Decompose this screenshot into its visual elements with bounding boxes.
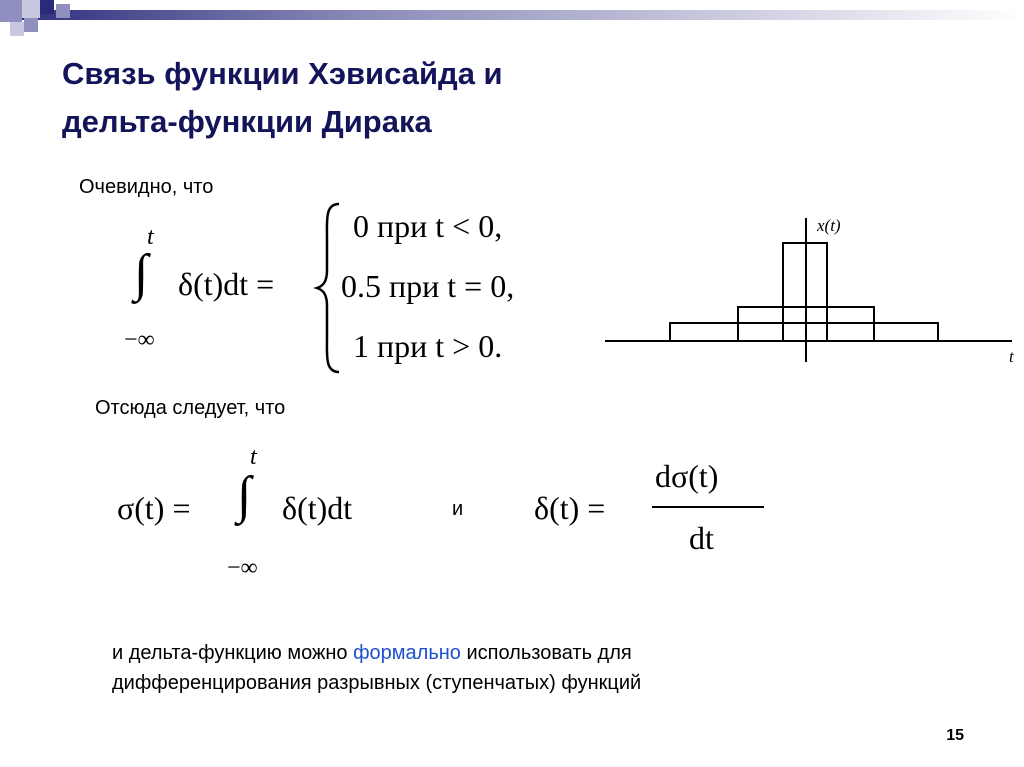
graph-pulse-wide (670, 323, 938, 341)
f2-integrand: δ(t)dt (282, 490, 353, 526)
top-decoration-bar (0, 0, 1024, 40)
intro-text: Очевидно, что (79, 176, 214, 198)
graph-x-label: t (1009, 347, 1014, 366)
slide-title (62, 50, 503, 146)
conclusion-line1 (112, 638, 641, 668)
f1-case2: 0.5 при t = 0, (341, 268, 515, 304)
f1-integrand: δ(t)dt = (178, 266, 275, 302)
f1-lower-limit: −∞ (124, 327, 155, 353)
conclusion-highlight: формально (353, 642, 461, 664)
f1-upper-limit: t (147, 224, 154, 250)
delta-approximation-graph (600, 210, 1020, 376)
f2-integral-sign: ∫ (237, 467, 252, 524)
page-number: 15 (946, 727, 964, 744)
f1-case3: 1 при t > 0. (353, 328, 503, 364)
f3-numerator: dσ(t) (655, 458, 719, 494)
graph-y-label: x(t) (817, 216, 841, 235)
f2-lower-limit: −∞ (227, 555, 258, 581)
f1-integral-sign: ∫ (134, 245, 149, 302)
f2-lhs: σ(t) = (117, 490, 191, 526)
f1-case1: 0 при t < 0, (353, 208, 503, 244)
and-word: и (452, 498, 464, 520)
conclusion-part2: использовать для (460, 642, 632, 664)
slide-title-line2: дельта-функции Дирака (62, 104, 432, 139)
f1-brace (313, 200, 343, 376)
f3-denominator: dt (689, 520, 714, 556)
conclusion-part1: и дельта-функцию можно (112, 642, 354, 664)
slide-title-line1: Связь функции Хэвисайда и (62, 56, 503, 91)
conclusion-text (112, 638, 641, 698)
conclusion-line2: дифференцирования разрывных (ступенчатых) функций (112, 672, 642, 694)
then-text: Отсюда следует, что (95, 397, 286, 419)
f3-fraction-bar (652, 506, 764, 508)
f3-lhs: δ(t) = (534, 490, 606, 526)
f2-upper-limit: t (250, 444, 257, 470)
